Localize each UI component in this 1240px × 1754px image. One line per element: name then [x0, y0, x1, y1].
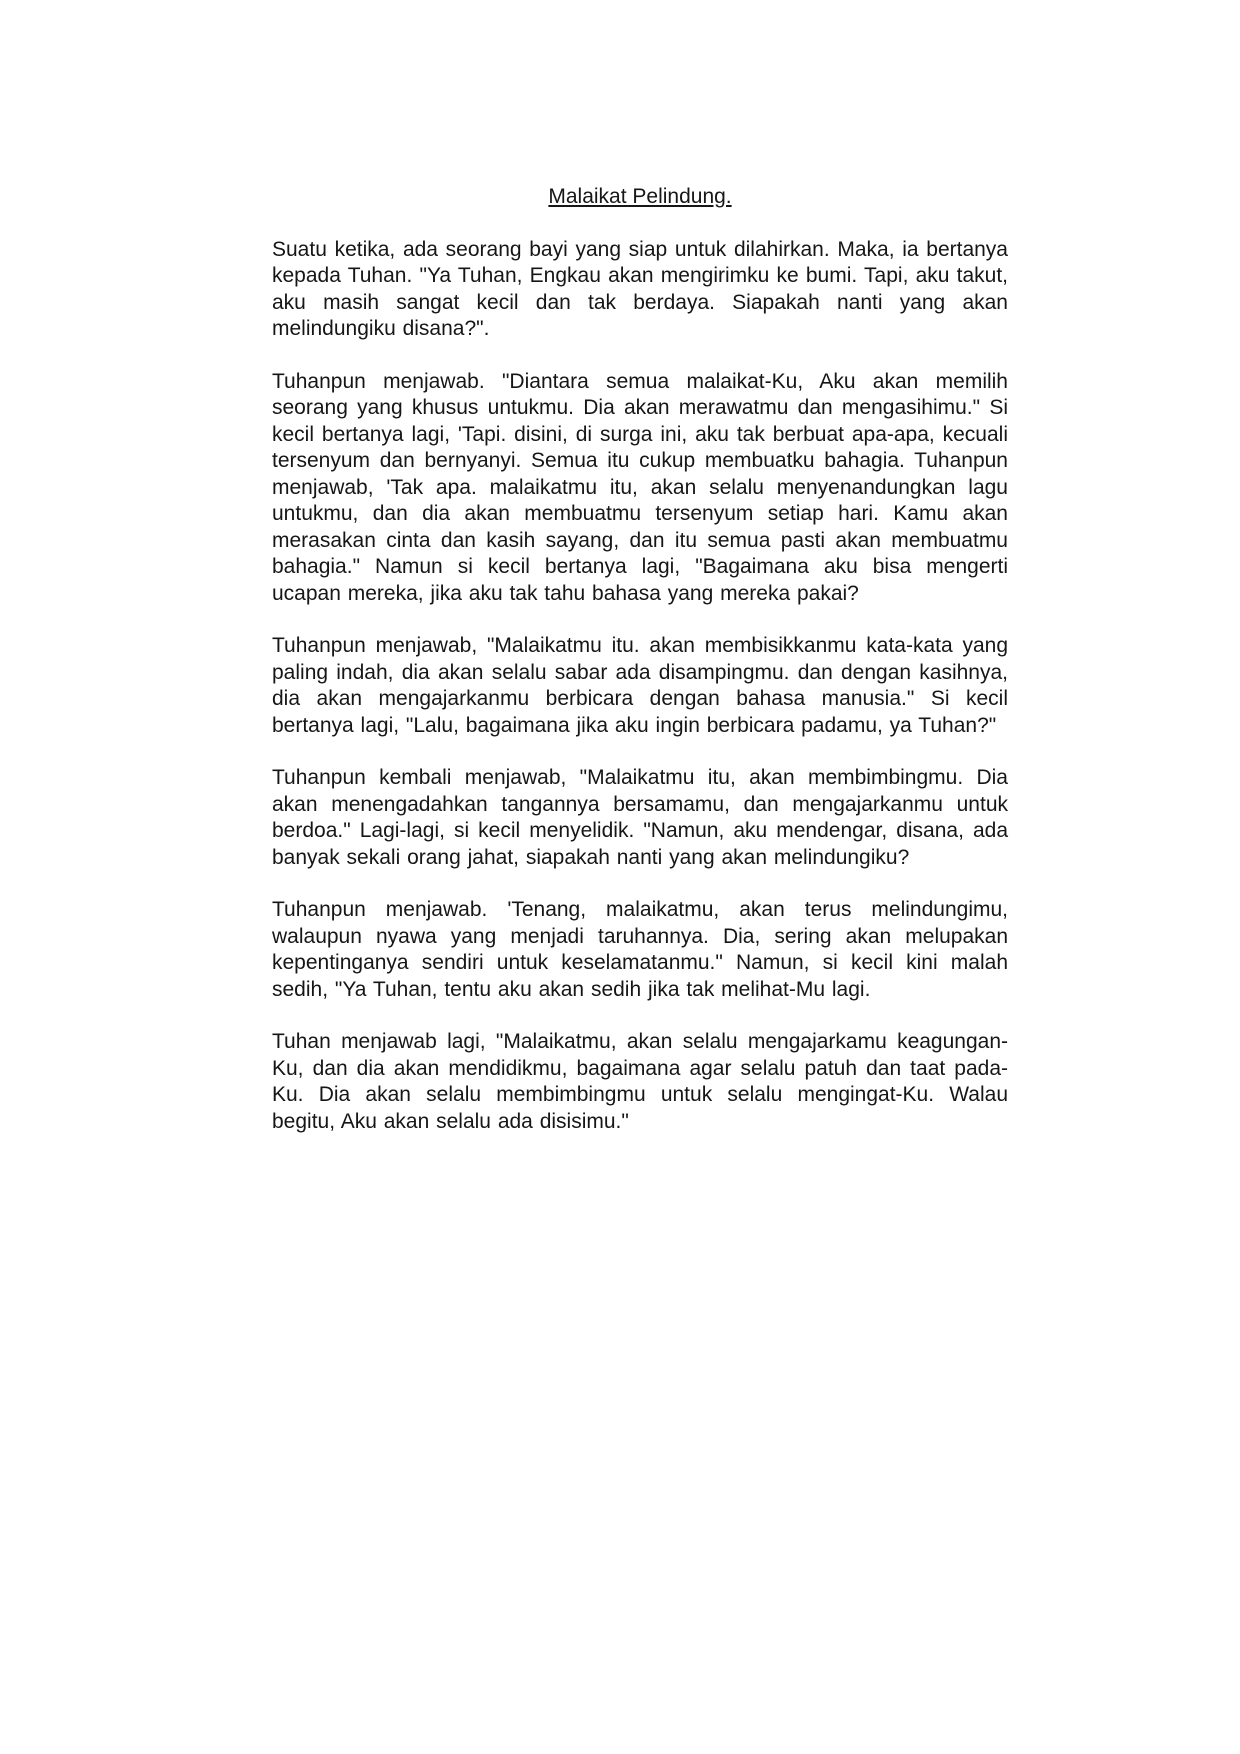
paragraph-3: Tuhanpun menjawab, "Malaikatmu itu. akan membisikkanmu kata-kata yang paling indah, dia akan selalu sabar ada disampingmu. dan dengan kasihnya, dia akan mengajarkanmu berbicara dengan bahasa manusia." Si kecil bertanya lagi, "Lalu, bagaimana jika aku ingin berbicara padamu, ya Tuhan?"	[272, 634, 1008, 737]
paragraph-5: Tuhanpun menjawab. 'Tenang, malaikatmu, akan terus melindungimu, walaupun nyawa yang menjadi taruhannya. Dia, sering akan melupakan kepentinganya sendiri untuk keselamatanmu." Namun, si kecil kini malah sedih, "Ya Tuhan, tentu aku akan sedih jika tak melihat-Mu lagi.	[272, 898, 1008, 1001]
document-title: Malaikat Pelindung.	[548, 185, 732, 208]
paragraph-4: Tuhanpun kembali menjawab, "Malaikatmu itu, akan membimbingmu. Dia akan menengadahkan tangannya bersamamu, dan mengajarkanmu untuk berdoa." Lagi-lagi, si kecil menyelidik. "Namun, aku mendengar, disana, ada banyak sekali orang jahat, siapakah nanti yang akan melindungiku?	[272, 766, 1008, 869]
paragraph-1: Suatu ketika, ada seorang bayi yang siap untuk dilahirkan. Maka, ia bertanya kepada Tuhan. "Ya Tuhan, Engkau akan mengirimku ke bumi. Tapi, aku takut, aku masih sangat kecil dan tak berdaya. Siapakah nanti yang akan melindungiku disana?".	[272, 237, 1008, 340]
document-content	[272, 184, 1008, 1135]
paragraph-6: Tuhan menjawab lagi, "Malaikatmu, akan selalu mengajarkamu keagungan-Ku, dan dia akan mendidikmu, bagaimana agar selalu patuh dan taat pada-Ku. Dia akan selalu membimbingmu untuk selalu mengingat-Ku. Walau begitu, Aku akan selalu ada disisimu."	[272, 1030, 1008, 1133]
paragraph-2: Tuhanpun menjawab. "Diantara semua malaikat-Ku, Aku akan memilih seorang yang khusus untukmu. Dia akan merawatmu dan mengasihimu." Si kecil bertanya lagi, 'Tapi. disini, di surga ini, aku tak berbuat apa-apa, kecuali tersenyum dan bernyanyi. Semua itu cukup membuatku bahagia. Tuhanpun menjawab, 'Tak apa. malaikatmu itu, akan selalu menyenandungkan lagu untukmu, dan dia akan membuatmu tersenyum setiap hari. Kamu akan merasakan cinta dan kasih sayang, dan itu semua pasti akan membuatmu bahagia." Namun si kecil bertanya lagi, "Bagaimana aku bisa mengerti ucapan mereka, jika aku tak tahu bahasa yang mereka pakai?	[272, 369, 1008, 605]
